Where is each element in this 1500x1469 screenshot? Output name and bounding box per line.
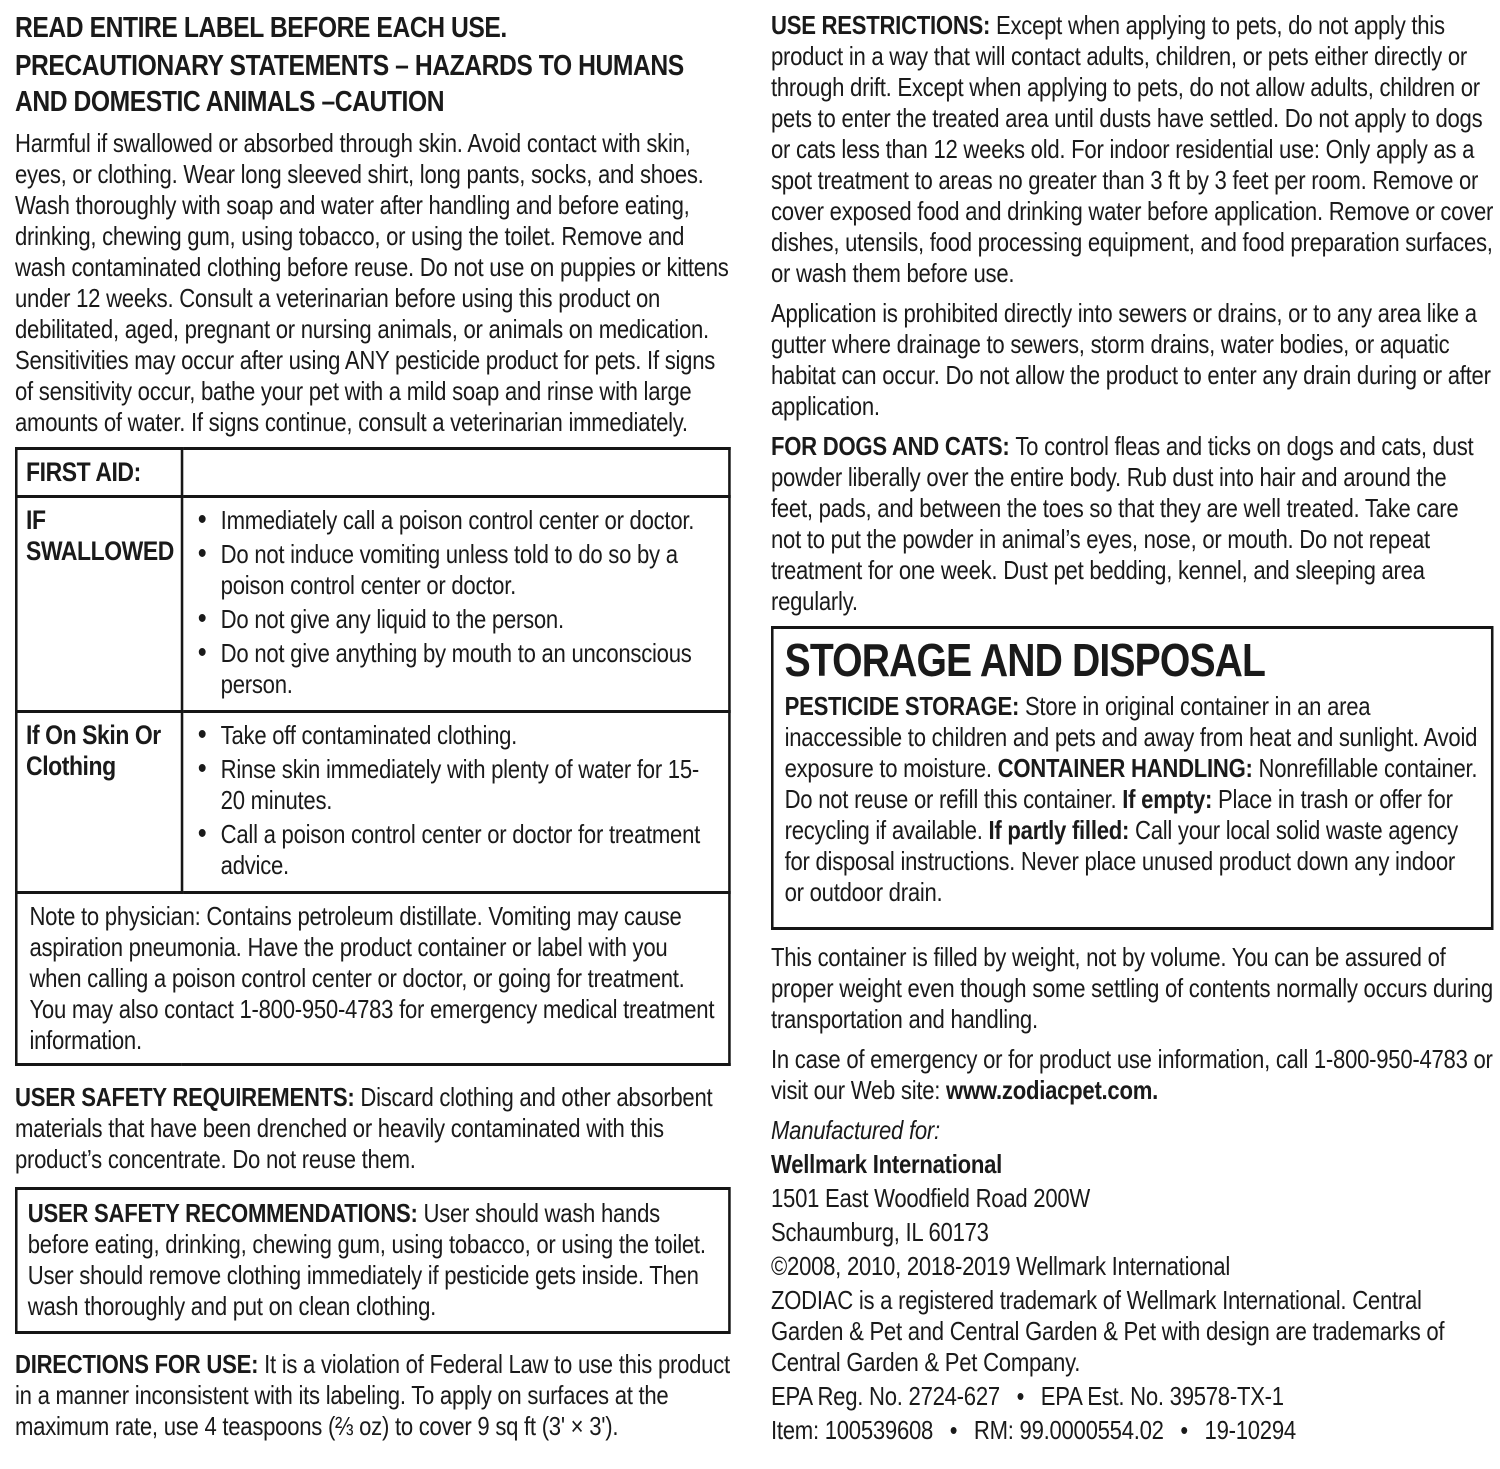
bullet-item: • Do not give anything by mouth to an unconscious person.	[221, 638, 720, 700]
text-segment: In case of emergency or for product use information, call 1-800-950-4783 or visit our Web site:	[771, 1044, 1493, 1105]
storage-and-disposal-heading: STORAGE AND DISPOSAL	[784, 634, 1266, 686]
first-aid-row-if-swallowed	[16, 497, 729, 712]
text-segment: To control fleas and ticks on dogs and cats, dust powder liberally over the entire body. Rub dust into hair and around the feet, pads, and between the toes so that they are well treated. Take care not to put the powder in animal’s eyes, nose, or mouth. Do not repeat treatment for one week. Dust pet bedding, kennel, and sleeping area regularly.	[771, 431, 1474, 616]
precautionary-statements-heading: PRECAUTIONARY STATEMENTS – HAZARDS TO HUMANS AND DOMESTIC ANIMALS –CAUTION	[15, 50, 684, 118]
bold-text-segment: FOR DOGS AND CATS:	[771, 431, 1016, 461]
user-safety-recommendations-box	[15, 1187, 731, 1334]
container-filled-note: This container is filled by weight, not by volume. You can be assured of proper weight even though some settling of contents normally occurs during transportation and handling.	[771, 942, 1493, 1034]
read-entire-label-heading: READ ENTIRE LABEL BEFORE EACH USE.	[15, 12, 507, 44]
directions-for-use	[15, 1349, 731, 1442]
user-safety-requirements	[15, 1082, 731, 1175]
note-to-physician-row	[16, 893, 729, 1065]
bullet-item: • Call a poison control center or doctor for treatment advice.	[221, 819, 720, 881]
text-segment: Discard clothing and other absorbent materials that have been drenched or heavily contaminated with this product’s concentrate. Do not reuse them.	[15, 1082, 713, 1174]
bold-text-segment: USE RESTRICTIONS:	[771, 10, 997, 40]
condition-cell-skin-clothing: If On Skin Or Clothing	[16, 712, 182, 893]
application-prohibited-text: Application is prohibited directly into sewers or drains, or to any area like a gutter where drainage to sewers, storm drains, water bodies, or aquatic habitat can occur. Do not allow the product to enter any drain during or after application.	[771, 298, 1491, 421]
text-segment: Call your local solid waste agency for disposal instructions. Never place unused product down any indoor or outdoor drain.	[784, 815, 1458, 907]
address-line-2: Schaumburg, IL 60173	[771, 1217, 989, 1247]
text-segment: Store in original container in an area inaccessible to children and pets and away from heat and sunlight. Avoid exposure to moisture.	[784, 691, 1478, 783]
emergency-contact	[771, 1044, 1494, 1106]
bold-text-segment: PESTICIDE STORAGE:	[784, 691, 1025, 721]
bold-text-segment: USER SAFETY RECOMMENDATIONS:	[27, 1198, 424, 1228]
bullet-item: • Rinse skin immediately with plenty of water for 15-20 minutes.	[221, 754, 720, 816]
first-aid-header-row	[16, 449, 729, 497]
bold-text-segment: CONTAINER HANDLING:	[997, 753, 1259, 783]
precautionary-text: Harmful if swallowed or absorbed through skin. Avoid contact with skin, eyes, or clothing. Wear long sleeved shirt, long pants, socks, and shoes. Wash thoroughly with soap and water after handling and before eating, drinking, chewing gum, using tobacco, or using the toilet. Remove and wash contaminated clothing before reuse. Do not use on puppies or kittens under 12 weeks. Consult a veterinarian before using this product on debilitated, aged, pregnant or nursing animals, or animals on medication. Sensitivities may occur after using ANY pesticide product for pets. If signs of sensitivity occur, bathe your pet with a mild soap and rinse with large amounts of water. If signs continue, consult a veterinarian immediately.	[15, 128, 729, 437]
trademark-notice: ZODIAC is a registered trademark of Wellmark International. Central Garden & Pet and Central Garden & Pet with design are trademarks of Central Garden & Pet Company.	[771, 1285, 1445, 1377]
bold-text-segment: USER SAFETY REQUIREMENTS:	[15, 1082, 361, 1112]
right-column-content	[771, 10, 1494, 1446]
text-segment: Nonrefillable container. Do not reuse or refill this container.	[784, 753, 1478, 814]
use-restrictions	[771, 10, 1494, 289]
instructions-cell-skin-clothing	[182, 712, 729, 893]
storage-and-disposal-box	[771, 626, 1494, 930]
instruction-list	[195, 505, 719, 700]
bullet-item: • Take off contaminated clothing.	[221, 720, 720, 751]
first-aid-table	[15, 447, 731, 1066]
item-number-line: Item: 100539608 • RM: 99.0000554.02 • 19-10294	[771, 1415, 1296, 1445]
first-aid-header-cell: FIRST AID:	[16, 449, 182, 497]
bullet-item: • Immediately call a poison control center or doctor.	[221, 505, 720, 536]
storage-and-disposal-text	[785, 691, 1480, 908]
company-name: Wellmark International	[771, 1149, 1003, 1179]
bold-text-segment: www.zodiacpet.com.	[946, 1075, 1159, 1105]
note-to-physician: Note to physician: Contains petroleum distillate. Vomiting may cause aspiration pneumonia. Have the product container or label with you when calling a poison control center or doctor, or going for treatment. You may also contact 1-800-950-4783 for emergency medical treatment information.	[16, 893, 729, 1065]
instruction-list	[195, 720, 719, 881]
instructions-cell-if-swallowed	[182, 497, 729, 712]
bold-text-segment: If partly filled:	[988, 815, 1135, 845]
manufactured-for-label: Manufactured for:	[771, 1115, 940, 1145]
bullet-item: • Do not give any liquid to the person.	[221, 604, 720, 635]
bullet-item: • Do not induce vomiting unless told to do so by a poison control center or doctor.	[221, 539, 720, 601]
text-segment: It is a violation of Federal Law to use this product in a manner inconsistent with its labeling. To apply on surfaces at the maximum rate, use 4 teaspoons (⅔ oz) to cover 9 sq ft (3' × 3').	[15, 1349, 730, 1441]
left-column	[15, 10, 731, 1451]
copyright-line: ©2008, 2010, 2018-2019 Wellmark International	[771, 1251, 1230, 1281]
first-aid-row-skin-clothing	[16, 712, 729, 893]
text-segment: User should wash hands before eating, drinking, chewing gum, using tobacco, or using the toilet. User should remove clothing immediately if pesticide gets inside. Then wash thoroughly and put on clean clothing.	[27, 1198, 706, 1321]
right-column	[771, 10, 1493, 1451]
left-column-content	[15, 10, 731, 1442]
text-segment: Except when applying to pets, do not apply this product in a way that will contact adults, children, or pets either directly or through drift. Except when applying to pets, do not allow adults, children or pets to enter the treated area until dusts have settled. Do not apply to dogs or cats less than 12 weeks old. For indoor residential use: Only apply as a spot treatment to areas no greater than 3 ft by 3 feet per room. Remove or cover exposed food and drinking water before application. Remove or cover dishes, utensils, food processing equipment, and food preparation surfaces, or wash them before use.	[771, 10, 1494, 288]
bold-text-segment: DIRECTIONS FOR USE:	[15, 1349, 265, 1379]
text-segment: Place in trash or offer for recycling if available.	[784, 784, 1453, 845]
for-dogs-and-cats	[771, 431, 1494, 617]
address-line-1: 1501 East Woodfield Road 200W	[771, 1183, 1091, 1213]
user-safety-recommendations	[28, 1198, 718, 1322]
first-aid-header-empty-cell	[182, 449, 729, 497]
bold-text-segment: If empty:	[1122, 784, 1218, 814]
epa-registration-line: EPA Reg. No. 2724-627 • EPA Est. No. 39578-TX-1	[771, 1381, 1284, 1411]
condition-cell-if-swallowed: IF SWALLOWED	[16, 497, 182, 712]
